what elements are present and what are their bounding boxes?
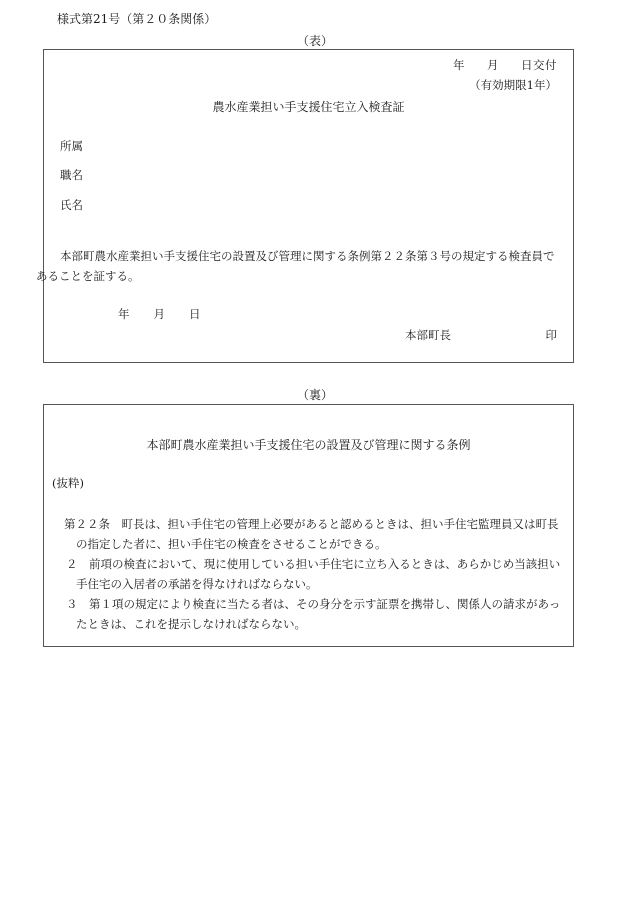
certification-line-1: 本部町農水産業担い手支援住宅の設置及び管理に関する条例第２２条第３号の規定する検査員で — [60, 249, 555, 263]
mayor-title: 本部町長 — [405, 328, 451, 342]
excerpt-label: (抜粋) — [52, 476, 84, 490]
back-side-label: （裏） — [296, 388, 333, 402]
front-side-label: （表） — [296, 34, 333, 48]
clause-3-line-2: たときは、これを提示しなければならない。 — [76, 617, 306, 631]
article-22-clause-3 — [64, 594, 572, 634]
certification-line-2: あることを証する。 — [36, 269, 140, 283]
article-22-clause-2 — [64, 554, 572, 594]
clause-3-line-1: ３ 第１項の規定により検査に当たる者は、その身分を示す証票を携帯し、関係人の請求があっ — [66, 597, 561, 611]
validity-period: （有効期限1年） — [469, 78, 557, 92]
date-day-label: 日 — [189, 307, 201, 321]
inspection-certificate-back — [43, 404, 574, 647]
ordinance-title: 本部町農水産業担い手支援住宅の設置及び管理に関する条例 — [146, 438, 471, 452]
position-field-label: 職名 — [60, 168, 83, 182]
issue-date — [453, 57, 557, 73]
date-month-label: 月 — [153, 307, 165, 321]
clause-2-line-2: 手住宅の入居者の承諾を得なければならない。 — [76, 577, 318, 591]
seal-mark: 印 — [545, 328, 557, 342]
affiliation-field-label: 所属 — [60, 139, 83, 153]
form-number: 様式第21号（第２０条関係） — [57, 12, 217, 26]
article-22-line-1: 第２２条 町長は、担い手住宅の管理上必要があると認めるときは、担い手住宅監理員又は町長 — [64, 517, 559, 531]
inspection-certificate-front — [36, 49, 574, 363]
article-22-line-2: の指定した者に、担い手住宅の検査をさせることができる。 — [76, 537, 387, 551]
certification-statement — [36, 246, 573, 286]
issue-year-label: 年 — [453, 58, 465, 72]
issue-month-label: 月 — [487, 58, 499, 72]
name-field-label: 氏名 — [60, 198, 83, 212]
date-year-label: 年 — [118, 307, 130, 321]
certification-date — [118, 306, 201, 322]
issue-day-label: 日交付 — [521, 58, 557, 72]
certificate-title: 農水産業担い手支援住宅立入検査証 — [212, 100, 405, 114]
article-22 — [64, 514, 572, 554]
clause-2-line-1: ２ 前項の検査において、現に使用している担い手住宅に立ち入るときは、あらかじめ当該担い — [66, 557, 561, 571]
